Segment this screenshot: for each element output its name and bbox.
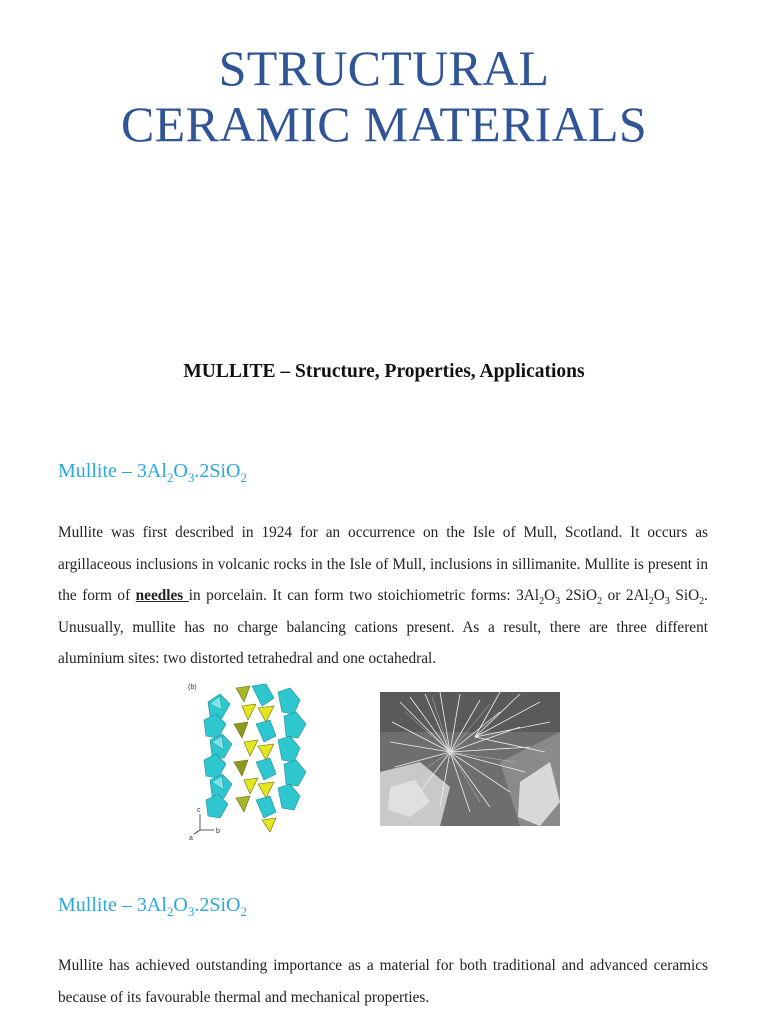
subscript: 2 (597, 596, 603, 608)
paragraph-text: or 2Al (602, 587, 649, 604)
paragraph-text: SiO (669, 587, 700, 604)
subscript: 2 (240, 470, 247, 485)
subscript: 3 (664, 596, 670, 608)
section-heading-2 (58, 894, 247, 920)
title-line-1: STRUCTURAL (218, 40, 550, 96)
heading-text: .2SiO (194, 460, 241, 482)
paragraph-text: Mullite was first described in 1924 for an occurrence on the Isle of Mull, Scotland. It occurs as argillaceous inclusions in volcanic rocks in the Isle of Mull, inclusions in sillimanite. Mullite is present in the form of (58, 524, 708, 604)
subscript: 3 (187, 904, 195, 919)
subscript: 2 (699, 596, 705, 608)
subscript: 2 (240, 904, 247, 919)
axis-label-b: b (216, 828, 220, 835)
heading-text: .2SiO (194, 894, 241, 916)
subscript: 3 (187, 470, 195, 485)
document-title (0, 40, 768, 152)
tetrahedra-middle (234, 686, 258, 812)
mullite-needles-micrograph (380, 692, 560, 826)
axis-label-c: c (197, 807, 201, 814)
paragraph-text: O (653, 587, 665, 604)
heading-text: Mullite – 3Al (58, 460, 167, 482)
document-subtitle: MULLITE – Structure, Properties, Applications (183, 361, 585, 382)
subscript: 3 (555, 596, 561, 608)
section-paragraph-2: Mullite has achieved outstanding importance as a material for both traditional and advanced ceramics because of its favourable thermal and mechanical properties. (58, 957, 708, 1006)
axis-label-a: a (189, 835, 193, 840)
needles-emphasis: needles (135, 587, 189, 604)
paragraph-text: . Unusually, mullite has no charge balancing cations present. As a result, there are three different aluminium sites: two distorted tetrahedral and one octahedral. (58, 587, 708, 667)
heading-text: Mullite – 3Al (58, 894, 167, 916)
figure-panel-label: (b) (188, 684, 197, 691)
subscript: 2 (166, 904, 174, 919)
axis-indicator (194, 814, 214, 834)
heading-text: O (173, 460, 188, 482)
subscript: 2 (166, 470, 174, 485)
section-paragraph-1 (58, 517, 708, 675)
teal-octahedra-right (278, 688, 306, 810)
paragraph-text: in porcelain. It can form two stoichiometric forms: 3Al (188, 587, 540, 604)
teal-octahedra-left (204, 694, 232, 818)
mullite-crystal-structure-figure (186, 680, 310, 840)
paragraph-text: O (544, 587, 556, 604)
subscript: 2 (539, 596, 545, 608)
subscript: 2 (648, 596, 654, 608)
paragraph-text: 2SiO (560, 587, 598, 604)
title-line-2: CERAMIC MATERIALS (121, 96, 647, 152)
section-heading-1 (58, 460, 247, 486)
heading-text: O (173, 894, 188, 916)
